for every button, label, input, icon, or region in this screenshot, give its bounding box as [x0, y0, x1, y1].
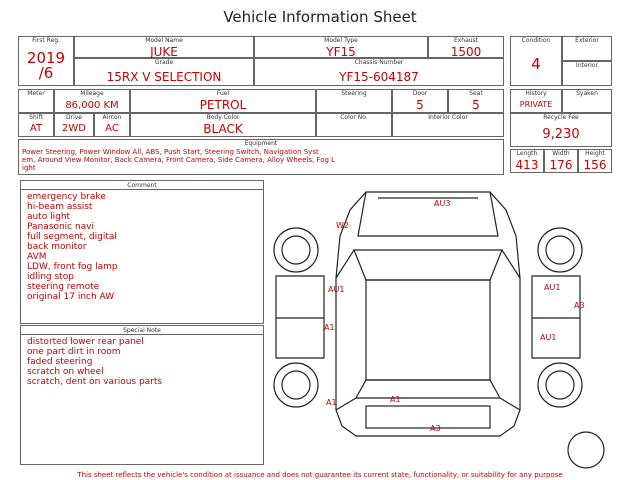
equipment-line: em, Around View Monitor, Back Camera, Front Camera, Side Camera, Alloy Wheels, Fog L — [22, 156, 336, 164]
comment-item: AVM — [27, 252, 47, 262]
model-type-cell — [254, 36, 428, 58]
recycle-fee-cell — [510, 113, 612, 147]
first-reg-label: First Reg. — [32, 37, 60, 44]
special-note-list — [27, 337, 162, 387]
grade-label: Grade — [154, 59, 174, 66]
history-value: PRIVATE — [519, 100, 553, 109]
equipment-line: ight — [22, 164, 36, 172]
exhaust-cell — [428, 36, 504, 58]
height-value: 156 — [583, 158, 607, 172]
condition-label: Condition — [521, 37, 551, 44]
comment-item: full segment, digital — [27, 232, 117, 242]
interior-cell — [562, 61, 612, 86]
damage-mark: A1 — [390, 395, 401, 404]
special-note-item: scratch on wheel — [27, 367, 104, 377]
damage-mark: AU1 — [328, 285, 345, 294]
spare-wheel — [568, 432, 604, 468]
equipment-text — [22, 148, 335, 172]
fuel-label: Fuel — [216, 90, 230, 97]
interior-label: Interior — [576, 62, 598, 69]
damage-mark: AU1 — [544, 283, 561, 292]
fuel-cell — [130, 89, 316, 113]
body-color-label: Body Color — [206, 114, 240, 121]
width-label: Width — [552, 150, 570, 157]
model-name-label: Model Name — [145, 37, 183, 44]
door-label: Door — [412, 90, 428, 97]
recycle-fee-value: 9,230 — [542, 127, 580, 142]
history-cell — [510, 89, 562, 113]
special-note-item: faded steering — [27, 357, 93, 367]
exhaust-value: 1500 — [450, 45, 482, 59]
left-side-panel — [276, 276, 324, 358]
interior-color-label: Interior Color — [428, 114, 468, 121]
car-damage-diagram — [268, 180, 618, 470]
chassis-number-label: Chassis Number — [354, 59, 404, 66]
comment-box — [20, 180, 264, 324]
height-cell — [578, 149, 612, 173]
comment-item: original 17 inch AW — [27, 292, 115, 302]
steering-cell — [316, 89, 392, 113]
height-label: Height — [585, 150, 605, 157]
comment-item: emergency brake — [27, 192, 106, 202]
body-color-cell — [130, 113, 316, 137]
first-reg-cell — [18, 36, 74, 86]
equipment-label: Equipment — [244, 140, 278, 147]
door-value: 5 — [416, 98, 424, 112]
width-cell — [544, 149, 578, 173]
first-reg-year: 2019 — [26, 49, 66, 67]
condition-value: 4 — [531, 55, 541, 73]
comment-item: auto light — [27, 212, 71, 222]
aircon-cell — [94, 113, 130, 137]
history-label: History — [525, 90, 547, 97]
mileage-label: Mileage — [80, 90, 104, 97]
wheel-rear-left — [274, 363, 318, 407]
comment-item: back monitor — [27, 242, 87, 252]
damage-mark: W2 — [336, 221, 349, 230]
recycle-fee-label: Recycle Fee — [543, 114, 579, 121]
model-type-value: YF15 — [326, 45, 356, 59]
equipment-line: Power Steering, Power Window All, ABS, Push Start, Steering Switch, Navigation Syst — [22, 148, 319, 156]
car-hood — [358, 192, 498, 236]
damage-mark: A3 — [574, 301, 585, 310]
drive-value: 2WD — [62, 123, 86, 134]
model-name-cell — [74, 36, 254, 58]
comment-list — [27, 192, 118, 302]
length-cell — [510, 149, 544, 173]
color-no-label: Color No. — [340, 114, 368, 121]
condition-cell — [510, 36, 562, 86]
seat-cell — [448, 89, 504, 113]
comment-item: LDW, front fog lamp — [27, 262, 118, 272]
seat-value: 5 — [472, 98, 480, 112]
drive-label: Drive — [66, 114, 82, 121]
wheel-front-right — [538, 228, 582, 272]
special-note-item: one part dirt in room — [27, 347, 121, 357]
shift-cell — [18, 113, 54, 137]
drive-cell — [54, 113, 94, 137]
wheel-front-left — [274, 228, 318, 272]
mileage-value: 86,000 KM — [65, 100, 119, 111]
special-note-label: Special Note — [123, 327, 161, 334]
special-note-box — [20, 325, 264, 465]
car-rear-bumper — [366, 406, 490, 428]
grade-value: 15RX V SELECTION — [106, 70, 222, 84]
grade-cell — [74, 58, 254, 86]
width-value: 176 — [549, 158, 573, 172]
meter-cell — [18, 89, 54, 113]
model-name-value: JUKE — [150, 45, 178, 59]
comment-item: idling stop — [27, 272, 74, 282]
comment-item: hi-beam assist — [27, 202, 93, 212]
length-label: Length — [516, 150, 538, 157]
comment-item: Panasonic navi — [27, 222, 95, 232]
model-type-label: Model Type — [324, 37, 358, 44]
syaken-cell — [562, 89, 612, 113]
mileage-cell — [54, 89, 130, 113]
special-note-item: distorted lower rear panel — [27, 337, 144, 347]
fuel-value: PETROL — [199, 98, 247, 112]
special-note-item: scratch, dent on various parts — [27, 377, 163, 387]
wheel-rear-right — [538, 363, 582, 407]
exterior-cell — [562, 36, 612, 61]
syaken-label: Syaken — [576, 90, 598, 97]
color-no-cell — [316, 113, 392, 137]
seat-label: Seat — [469, 90, 483, 97]
damage-mark: A1 — [324, 323, 335, 332]
car-body-outline — [336, 192, 520, 436]
aircon-value: AC — [105, 123, 119, 134]
damage-mark: A3 — [430, 424, 441, 433]
car-roof — [366, 280, 490, 380]
equipment-cell — [18, 139, 504, 175]
length-value: 413 — [515, 158, 539, 172]
car-rear-window — [356, 380, 500, 398]
interior-color-cell — [392, 113, 504, 137]
first-reg-month: /6 — [38, 64, 54, 82]
body-color-value: BLACK — [203, 122, 243, 136]
steering-label: Steering — [341, 90, 367, 97]
sheet-title: Vehicle Information Sheet — [223, 8, 417, 26]
footer-disclaimer: This sheet reflects the vehicle's condition at issuance and does not guarantee its current state, functionality, or suitability for any purpose — [77, 471, 563, 479]
comment-item: steering remote — [27, 282, 100, 292]
exterior-label: Exterior — [575, 37, 599, 44]
car-windshield — [354, 250, 502, 280]
damage-mark: AU3 — [434, 199, 451, 208]
meter-label: Meter — [27, 90, 45, 97]
damage-mark: A1 — [326, 398, 337, 407]
chassis-number-value: YF15-604187 — [339, 70, 419, 84]
comment-label: Comment — [127, 182, 157, 189]
damage-mark: AU1 — [540, 333, 557, 342]
shift-label: Shift — [29, 114, 43, 121]
chassis-number-cell — [254, 58, 504, 86]
shift-value: AT — [29, 123, 43, 134]
aircon-label: Aircon — [102, 114, 122, 121]
door-cell — [392, 89, 448, 113]
exhaust-label: Exhaust — [453, 37, 479, 44]
